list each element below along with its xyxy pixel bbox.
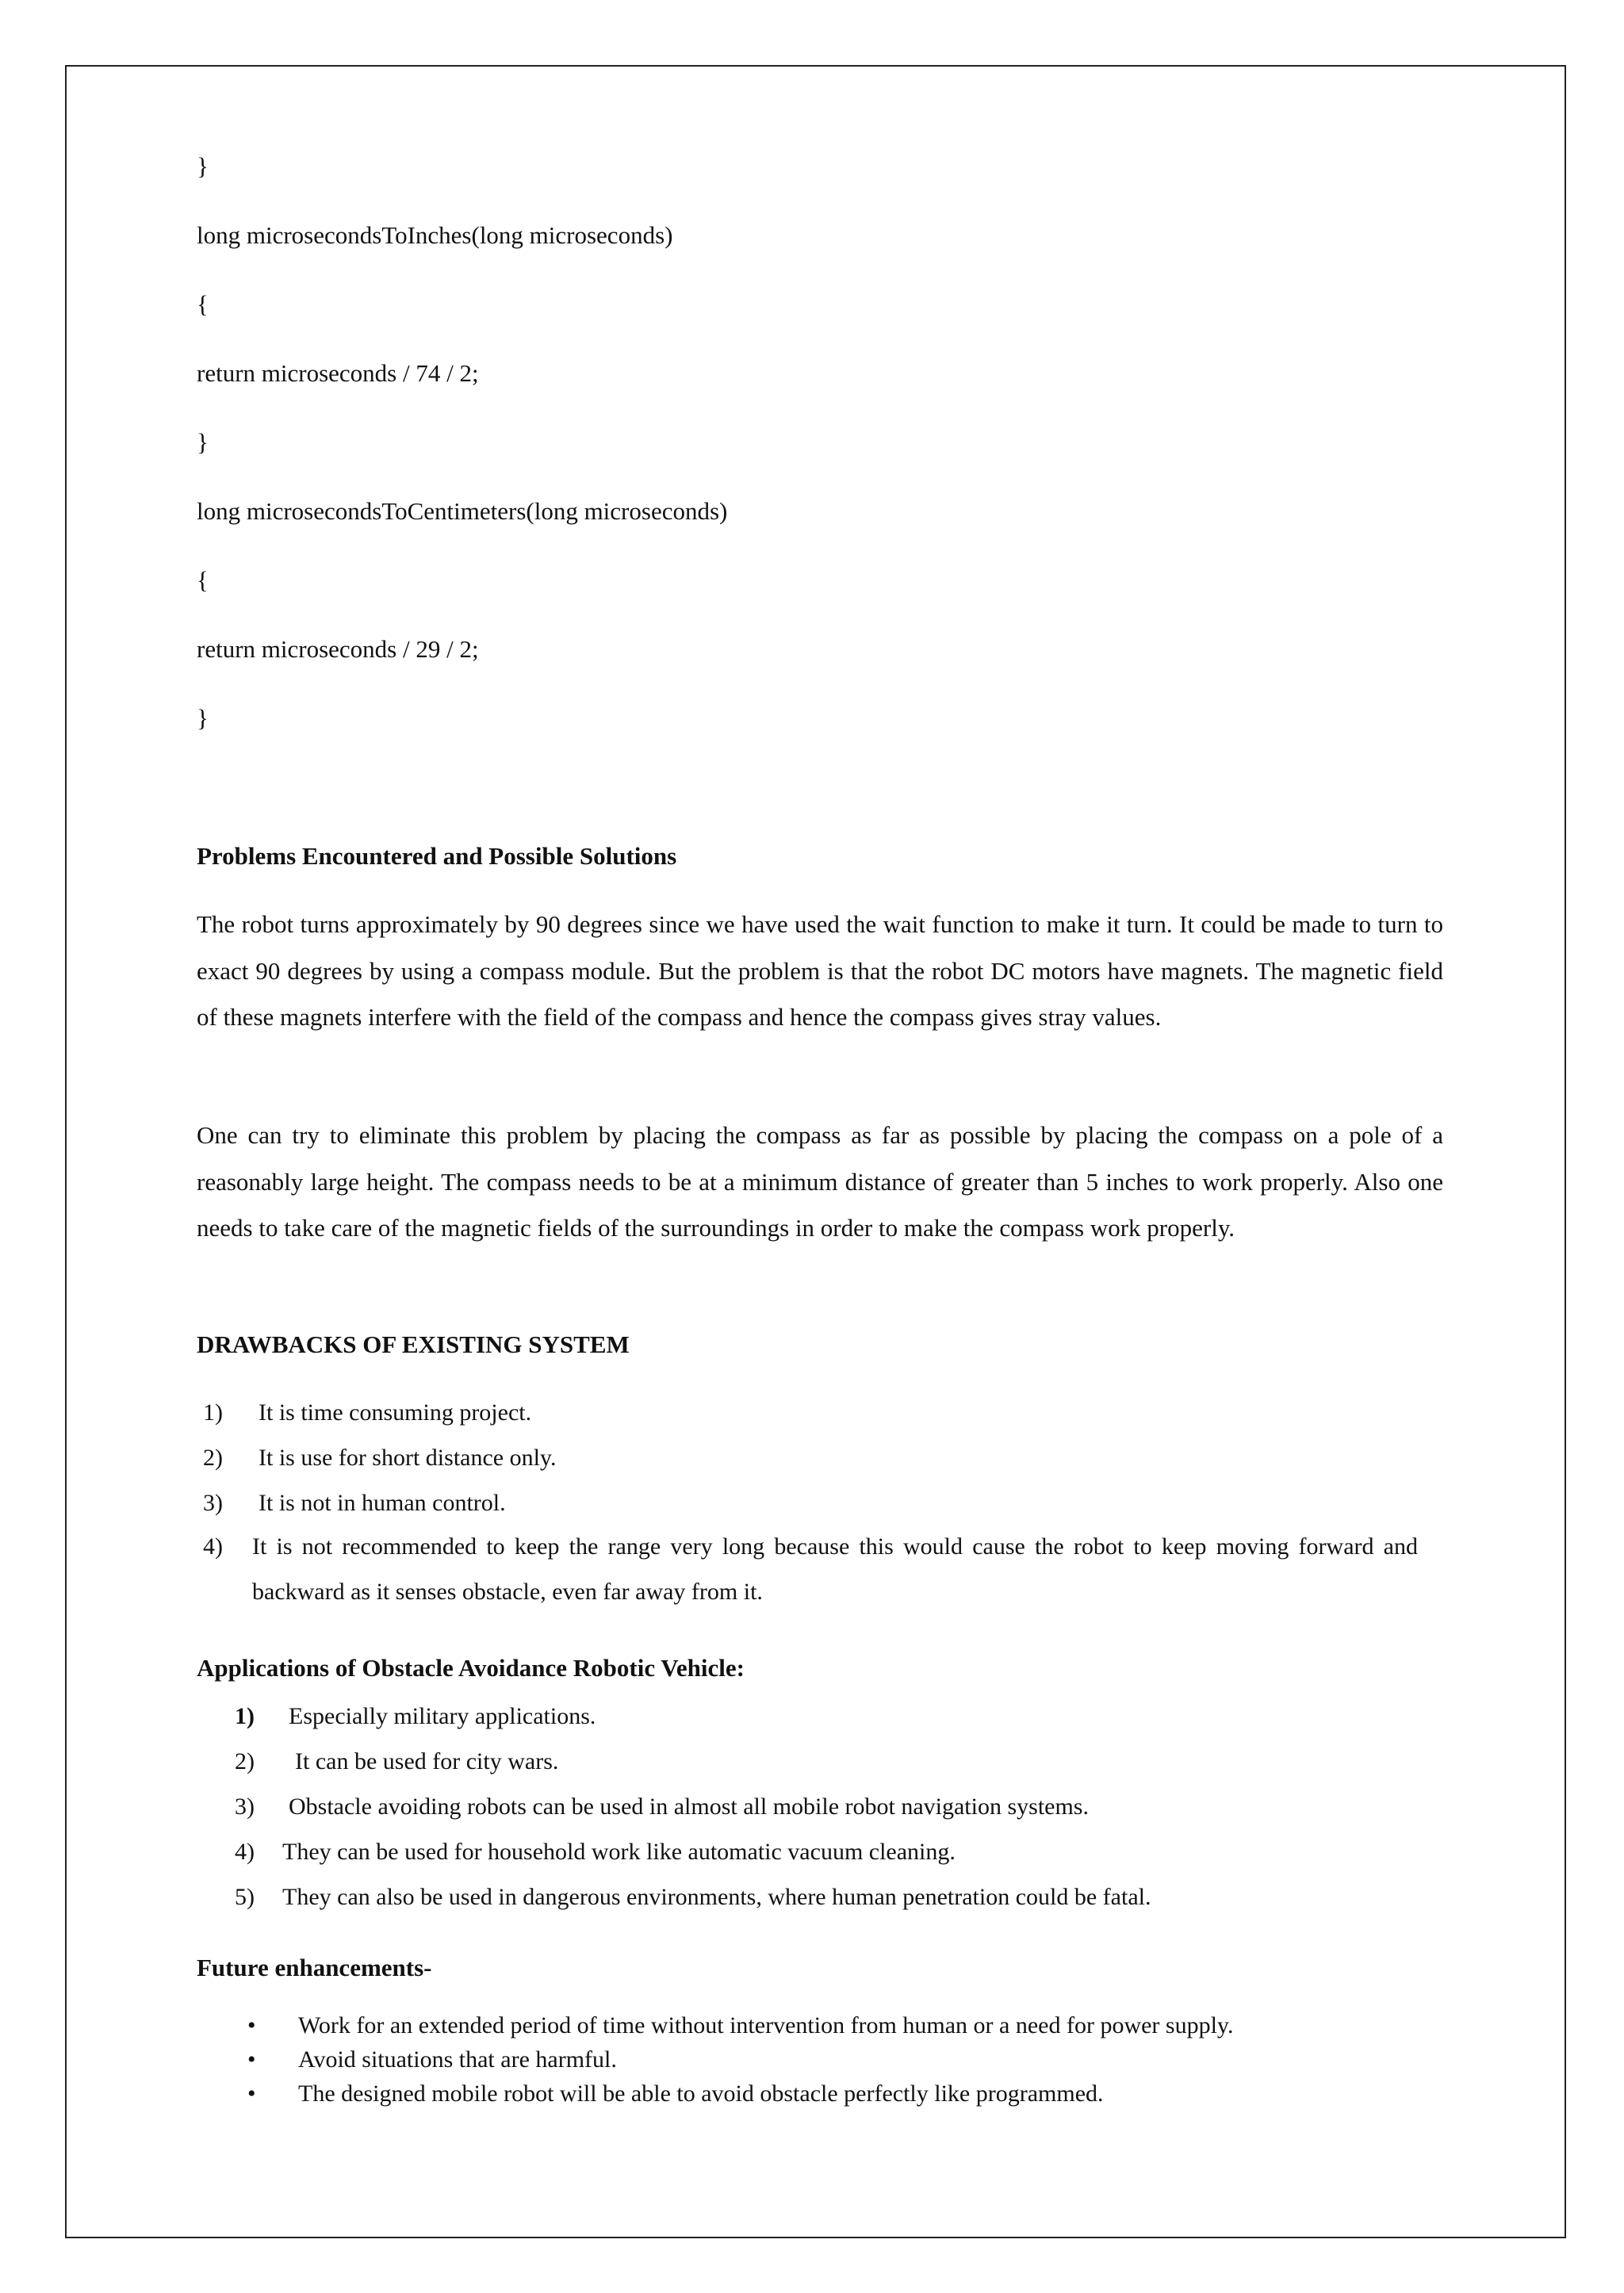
item-text: Work for an extended period of time without intervention from human or a need for power supply. xyxy=(298,2012,1234,2038)
item-text: They can also be used in dangerous environments, where human penetration could be fatal. xyxy=(282,1884,1151,1910)
item-text: It can be used for city wars. xyxy=(295,1748,559,1774)
item-text: It is use for short distance only. xyxy=(259,1445,557,1471)
item-text: It is not in human control. xyxy=(259,1490,506,1516)
future-heading: Future enhancements- xyxy=(197,1954,432,1981)
drawbacks-heading: DRAWBACKS OF EXISTING SYSTEM xyxy=(197,1330,630,1358)
item-number: 4) xyxy=(235,1839,255,1865)
item-number: 2) xyxy=(203,1445,223,1471)
item-text: Avoid situations that are harmful. xyxy=(298,2046,617,2073)
code-line: return microseconds / 74 / 2; xyxy=(197,359,479,387)
problems-paragraph-2: One can try to eliminate this problem by placing the compass as far as possible by placing the compass on a pole of a reasonably large height. The compass needs to be at a minimum distance of greater than 5 inches to work properly. Also one needs to take care of the magnetic fields of the surroundings in order to make the compass work properly. xyxy=(197,1121,1443,1242)
item-number: 1) xyxy=(203,1399,223,1426)
bullet-icon: • xyxy=(247,2046,256,2073)
item-text: Obstacle avoiding robots can be used in almost all mobile robot navigation systems. xyxy=(289,1793,1089,1820)
code-line: long microsecondsToCentimeters(long microseconds) xyxy=(197,497,728,525)
code-line: { xyxy=(197,566,209,594)
bullet-icon: • xyxy=(247,2081,256,2107)
item-number: 1) xyxy=(235,1703,255,1729)
code-line: } xyxy=(197,428,209,456)
drawback-item xyxy=(197,1524,1418,1614)
code-line: { xyxy=(197,290,209,318)
item-number: 4) xyxy=(203,1533,223,1560)
code-line: } xyxy=(197,152,209,180)
code-line: return microseconds / 29 / 2; xyxy=(197,635,479,663)
item-number: 3) xyxy=(203,1490,223,1516)
item-number: 2) xyxy=(235,1748,255,1774)
code-line: } xyxy=(197,704,209,732)
code-line: long microsecondsToInches(long microseconds) xyxy=(197,221,673,249)
problems-paragraph-1: The robot turns approximately by 90 degrees since we have used the wait function to make it turn. It could be made to turn to exact 90 degrees by using a compass module. But the problem is that the robot DC motors have magnets. The magnetic field of these magnets interfere with the field of the compass and hence the compass gives stray values. xyxy=(197,910,1443,1031)
item-number: 3) xyxy=(235,1793,255,1820)
item-text: They can be used for household work like automatic vacuum cleaning. xyxy=(282,1839,956,1865)
item-text: The designed mobile robot will be able to avoid obstacle perfectly like programmed. xyxy=(298,2081,1104,2107)
item-text: It is time consuming project. xyxy=(259,1399,532,1426)
item-number: 5) xyxy=(235,1884,255,1910)
problems-heading: Problems Encountered and Possible Solutions xyxy=(197,842,677,870)
item-text: Especially military applications. xyxy=(289,1703,596,1729)
applications-heading: Applications of Obstacle Avoidance Robotic Vehicle: xyxy=(197,1654,745,1682)
bullet-icon: • xyxy=(247,2012,256,2038)
item-text: It is not recommended to keep the range very long because this would cause the robot to keep moving forward and backward as it senses obstacle, even far away from it. xyxy=(252,1533,1418,1605)
